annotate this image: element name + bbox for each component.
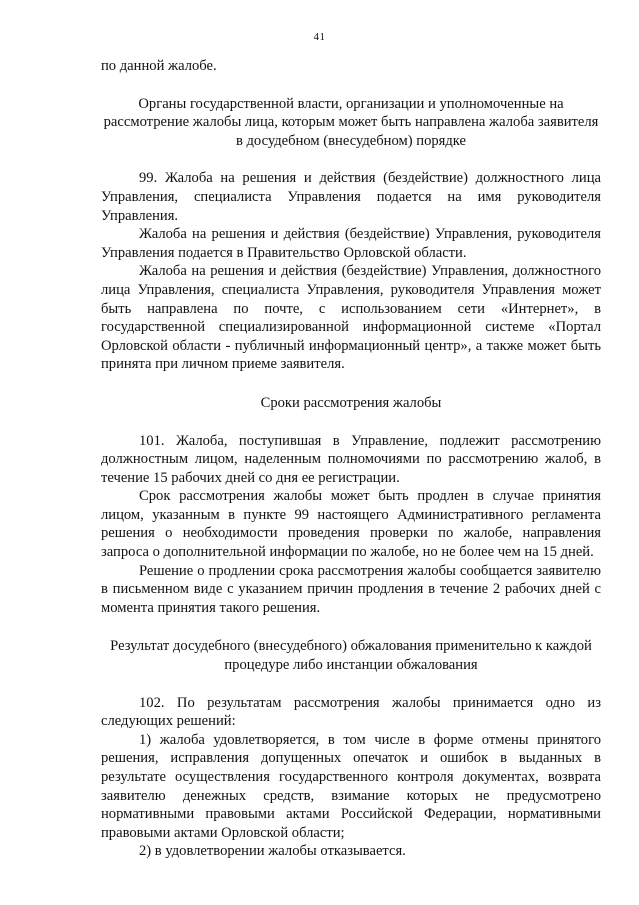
spacer (101, 617, 601, 637)
spacer (101, 413, 601, 432)
spacer (101, 150, 601, 169)
page-number: 41 (313, 31, 326, 43)
paragraph-101-part-2: Срок рассмотрения жалобы может быть продлен в случае принятия лицом, указанным в пункте 99 настоящего Административного регламента решения о необходимости проведения проверки по жалобе, направления запроса о дополнительной информации по жалобе, но не более чем на 15 дней. (101, 488, 601, 561)
spacer (101, 76, 601, 94)
paragraph-102: 102. По результатам рассмотрения жалобы принимается одно из следующих решений: (101, 694, 601, 730)
intro-tail-paragraph: по данной жалобе. (101, 58, 217, 74)
section-heading-appeal-result: Результат досудебного (внесудебного) обжалования применительно к каждой процедуре либо инстанции обжалования (110, 638, 592, 674)
paragraph-102-item-1: 1) жалоба удовлетворяется, в том числе в форме отмены принятого решения, исправления допущенных опечаток и ошибок в выданных в результате осуществления государственного контроля документах, возврата заявителю денежных средств, взимание которых не предусмотрено нормативными правовыми актами Российской Федерации, нормативными правовыми актами Орловской области; (101, 731, 601, 841)
paragraph-99-part-3: Жалоба на решения и действия (бездействие) Управления, должностного лица Управления, специалиста Управления, руководителя Управления может быть направлена по почте, с использованием сети «Интернет», в государственной специализированной информационной системе «Портал Орловской области - публичный информационный центр», а также может быть принята при личном приеме заявителя. (101, 263, 601, 373)
paragraph-99-part-2: Жалоба на решения и действия (бездействие) Управления, руководителя Управления подается в Правительство Орловской области. (101, 226, 601, 261)
paragraph-101: 101. Жалоба, поступившая в Управление, подлежит рассмотрению должностным лицом, наделенным полномочиями по рассмотрению жалоб, в течение 15 рабочих дней со дня ее регистрации. (101, 432, 601, 486)
paragraph-102-item-2: 2) в удовлетворении жалобы отказывается. (139, 843, 406, 860)
spacer (101, 675, 601, 694)
paragraph-99: 99. Жалоба на решения и действия (бездействие) должностного лица Управления, специалиста Управления подается на имя руководителя Управления. (101, 170, 601, 224)
spacer (101, 374, 601, 394)
section-heading-complaint-bodies: Органы государственной власти, организации и уполномоченные на рассмотрение жалобы лица, которым может быть направлена жалоба заявителя в досудебном (внесудебном) порядке (103, 95, 599, 149)
document-body (101, 57, 601, 861)
paragraph-101-part-3: Решение о продлении срока рассмотрения жалобы сообщается заявителю в письменном виде с указанием причин продления в течение 2 рабочих дней с момента принятия такого решения. (101, 562, 601, 616)
section-heading-review-terms: Сроки рассмотрения жалобы (260, 394, 442, 411)
